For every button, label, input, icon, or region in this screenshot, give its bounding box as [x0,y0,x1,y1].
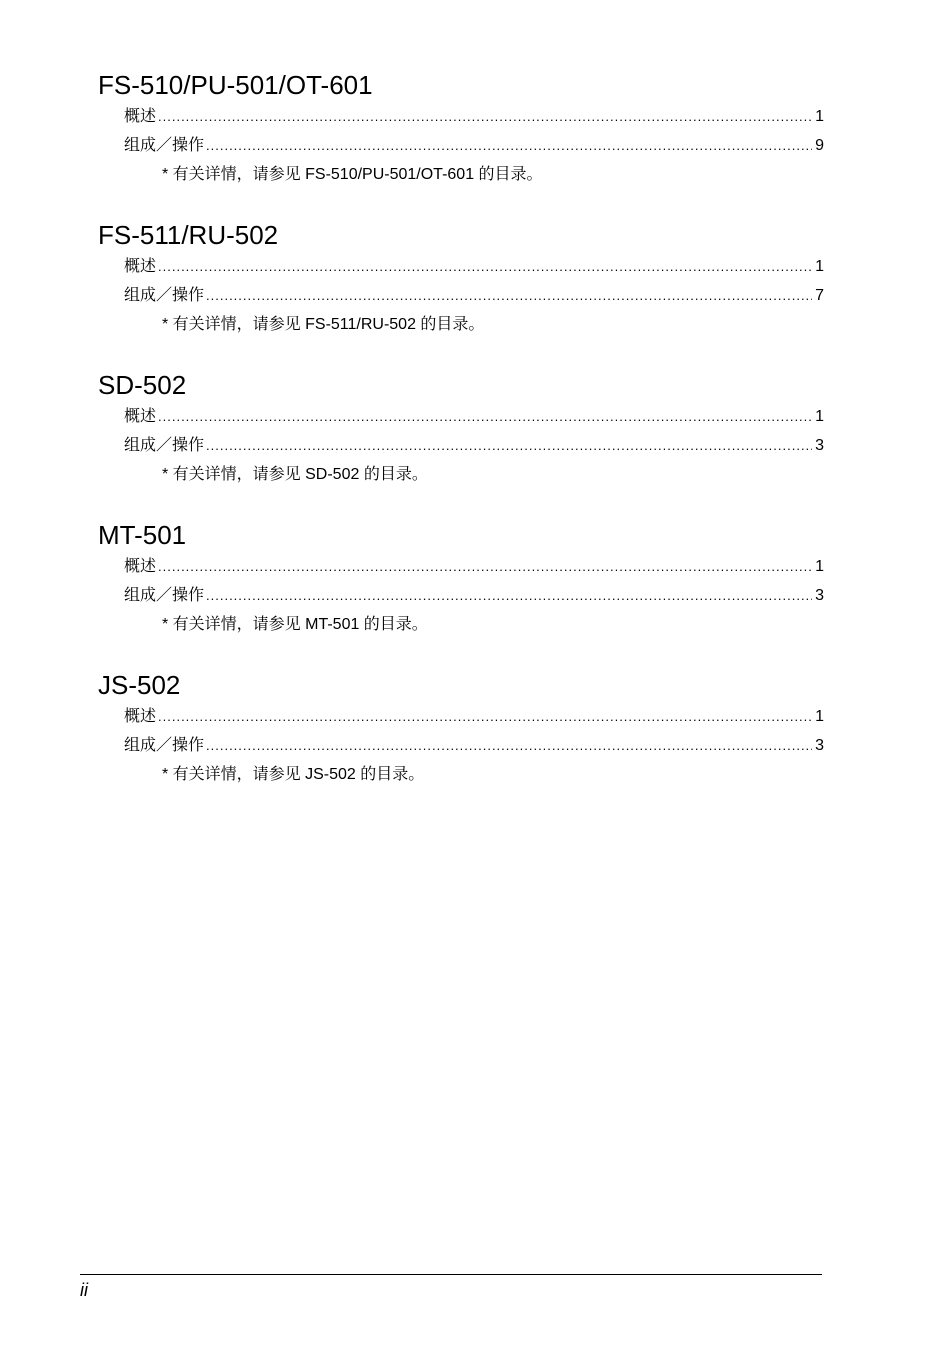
toc-entry[interactable] [124,252,824,281]
entry-label: 组成／操作 [124,137,205,154]
section-title: JS-502 [98,670,181,700]
entry-page-number: 3 [815,587,824,604]
entry-page-number: 9 [815,137,824,154]
entry-page-number: 1 [815,258,824,275]
section-note: * 有关详情，请参见 JS-502 的目录。 [162,766,425,783]
section-note: * 有关详情，请参见 FS-511/RU-502 的目录。 [162,316,485,333]
dot-leader [158,702,812,731]
toc-section [98,218,824,368]
toc-entry[interactable] [124,702,824,731]
entry-page-number: 3 [815,737,824,754]
toc-entry[interactable] [124,131,824,160]
footer-page-number: ii [80,1280,88,1300]
dot-leader [206,131,812,160]
entry-label: 组成／操作 [124,437,205,454]
entry-label: 组成／操作 [124,737,205,754]
toc-entry[interactable] [124,281,824,310]
dot-leader [158,252,812,281]
section-title: SD-502 [98,370,187,400]
toc-entry[interactable] [124,731,824,760]
entry-page-number: 1 [815,558,824,575]
dot-leader [206,431,812,460]
entry-label: 组成／操作 [124,287,205,304]
dot-leader [206,281,812,310]
dot-leader [158,102,812,131]
toc-entry[interactable] [124,402,824,431]
toc-entry[interactable] [124,431,824,460]
dot-leader [206,731,812,760]
entry-page-number: 1 [815,708,824,725]
section-title: FS-511/RU-502 [98,220,279,250]
section-note: * 有关详情，请参见 FS-510/PU-501/OT-601 的目录。 [162,166,543,183]
entry-label: 概述 [124,408,157,425]
toc-section [98,518,824,668]
toc-entry[interactable] [124,552,824,581]
section-title: MT-501 [98,520,187,550]
dot-leader [158,402,812,431]
toc-section [98,368,824,518]
footer-divider [80,1274,822,1275]
toc-section [98,668,824,818]
entry-label: 组成／操作 [124,587,205,604]
entry-label: 概述 [124,558,157,575]
entry-page-number: 1 [815,108,824,125]
toc-section [98,68,824,218]
entry-label: 概述 [124,108,157,125]
table-of-contents [98,68,824,818]
dot-leader [206,581,812,610]
entry-label: 概述 [124,708,157,725]
section-title: FS-510/PU-501/OT-601 [98,70,373,100]
entry-page-number: 1 [815,408,824,425]
toc-entry[interactable] [124,102,824,131]
toc-entry[interactable] [124,581,824,610]
entry-page-number: 7 [815,287,824,304]
section-note: * 有关详情，请参见 MT-501 的目录。 [162,616,428,633]
dot-leader [158,552,812,581]
section-note: * 有关详情，请参见 SD-502 的目录。 [162,466,428,483]
entry-page-number: 3 [815,437,824,454]
entry-label: 概述 [124,258,157,275]
